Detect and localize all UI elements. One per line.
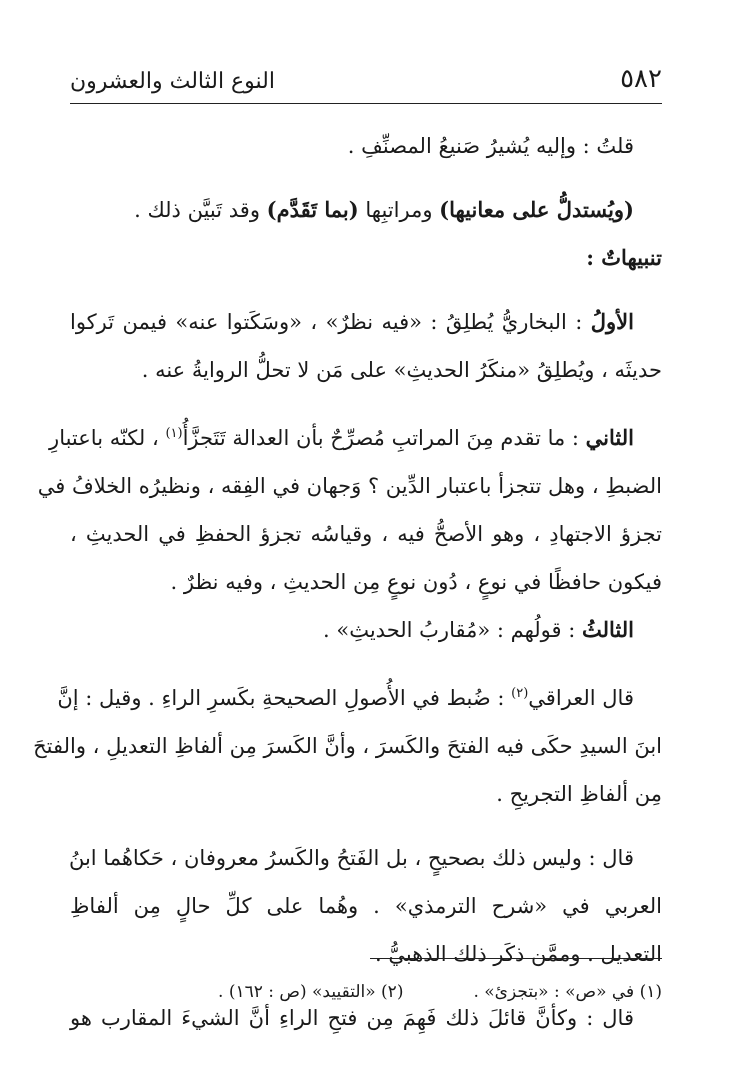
footnote-2: (٢) «التقييد» (ص : ١٦٢) . — [218, 982, 404, 1002]
text-run: ومراتبِها — [358, 198, 440, 222]
paragraph: قلتُ : وإليه يُشيرُ صَنيعُ المصنِّفِ . — [347, 134, 634, 158]
footnotes — [70, 982, 662, 1002]
footnote-1: (١) في «ص» : «بتجزئ» . — [473, 982, 662, 1002]
paragraph-gap — [70, 170, 662, 186]
paragraph-line: قال : وليس ذلك بصحيحٍ ، بل الفَتحُ والكَسرُ معروفان ، حَكاهُما ابنُ — [68, 846, 634, 870]
paragraph — [70, 186, 662, 234]
section-heading: تنبيهاتٌ : — [586, 245, 662, 270]
paragraph-line: ابنَ السيدِ حكَى فيه الفتحَ والكَسرَ ، وأنَّ الكَسرَ مِن ألفاظِ التعديلِ ، والفتحَ — [33, 734, 662, 758]
item-label: الثالثُ — [582, 617, 634, 642]
page-header — [70, 58, 662, 94]
text-run: : قولُهم : «مُقاربُ الحديثِ» . — [323, 618, 582, 642]
paragraph-gap — [70, 654, 662, 670]
paragraph-line: التعديل . وممَّن ذكَر ذلك الذهبيُّ . — [375, 942, 662, 966]
page-number: ٥٨٢ — [620, 64, 662, 94]
footnote-ref: (٢) — [511, 686, 529, 701]
page-body — [33, 122, 662, 1042]
footnote-ref: (١) — [165, 426, 183, 441]
text-run: وقد تَبيَّن ذلك . — [134, 198, 267, 222]
paragraph-line: العربي في «شرح الترمذي» . وهُما على كلِّ حالٍ مِن ألفاظِ — [70, 894, 662, 918]
bold-phrase: (ويُستدلُّ على معانيها) — [439, 197, 634, 222]
paragraph-gap — [70, 818, 662, 834]
paragraph-line: حديثَه ، ويُطلِقُ «منكَرُ الحديثِ» على مَن لا تحلُّ الروايةُ عنه . — [141, 358, 662, 382]
paragraph-line — [70, 606, 662, 654]
paragraph-line — [49, 410, 662, 462]
text-run: ، لكنّه باعتبارِ — [49, 426, 166, 450]
text-run: : ضُبط في الأُصولِ الصحيحةِ بكَسرِ الراءِ . وقيل : إنَّ — [57, 686, 512, 710]
paragraph-line: فيكون حافظًا في نوعٍ ، دُون نوعٍ مِن الحديثِ ، وفيه نظرٌ . — [170, 570, 662, 594]
paragraph-line — [70, 298, 662, 346]
paragraph-line: قال : وكأنَّ قائلَ ذلك فَهِمَ مِن فتحِ الراءِ أنَّ الشيءَ المقارب هو — [70, 1006, 634, 1030]
paragraph-line: الضبطِ ، وهل تتجزأ باعتبار الدِّين ؟ وَجهان في الفِقه ، ونظيرُه الخلافُ في — [37, 474, 662, 498]
paragraph-line — [57, 670, 662, 722]
item-label: الثاني — [585, 425, 634, 450]
bold-phrase: (بما تَقَدَّم) — [266, 197, 359, 222]
text-run: قال العراقي — [528, 686, 634, 710]
paragraph-line: مِن ألفاظِ التجريحِ . — [496, 782, 662, 806]
text-run: : ما تقدم مِنَ المراتبِ مُصرِّحٌ بأن العدالة تَتَجزَّأُ — [182, 426, 586, 450]
paragraph-line: تجزؤ الاجتهادِ ، وهو الأصحُّ فيه ، وقياسُه تجزؤ الحفظِ في الحديثِ ، — [70, 522, 662, 546]
paragraph-gap — [70, 282, 662, 298]
text-run: : البخاريُّ يُطلِقُ : «فيه نظرٌ» ، «وسَكَتوا عنه» فيمن تَركوا — [70, 310, 591, 334]
running-title: النوع الثالث والعشرون — [70, 69, 275, 94]
footnote-rule — [370, 958, 662, 959]
item-label: الأولُ — [590, 309, 634, 334]
paragraph-gap — [70, 394, 662, 410]
header-rule — [70, 103, 662, 104]
